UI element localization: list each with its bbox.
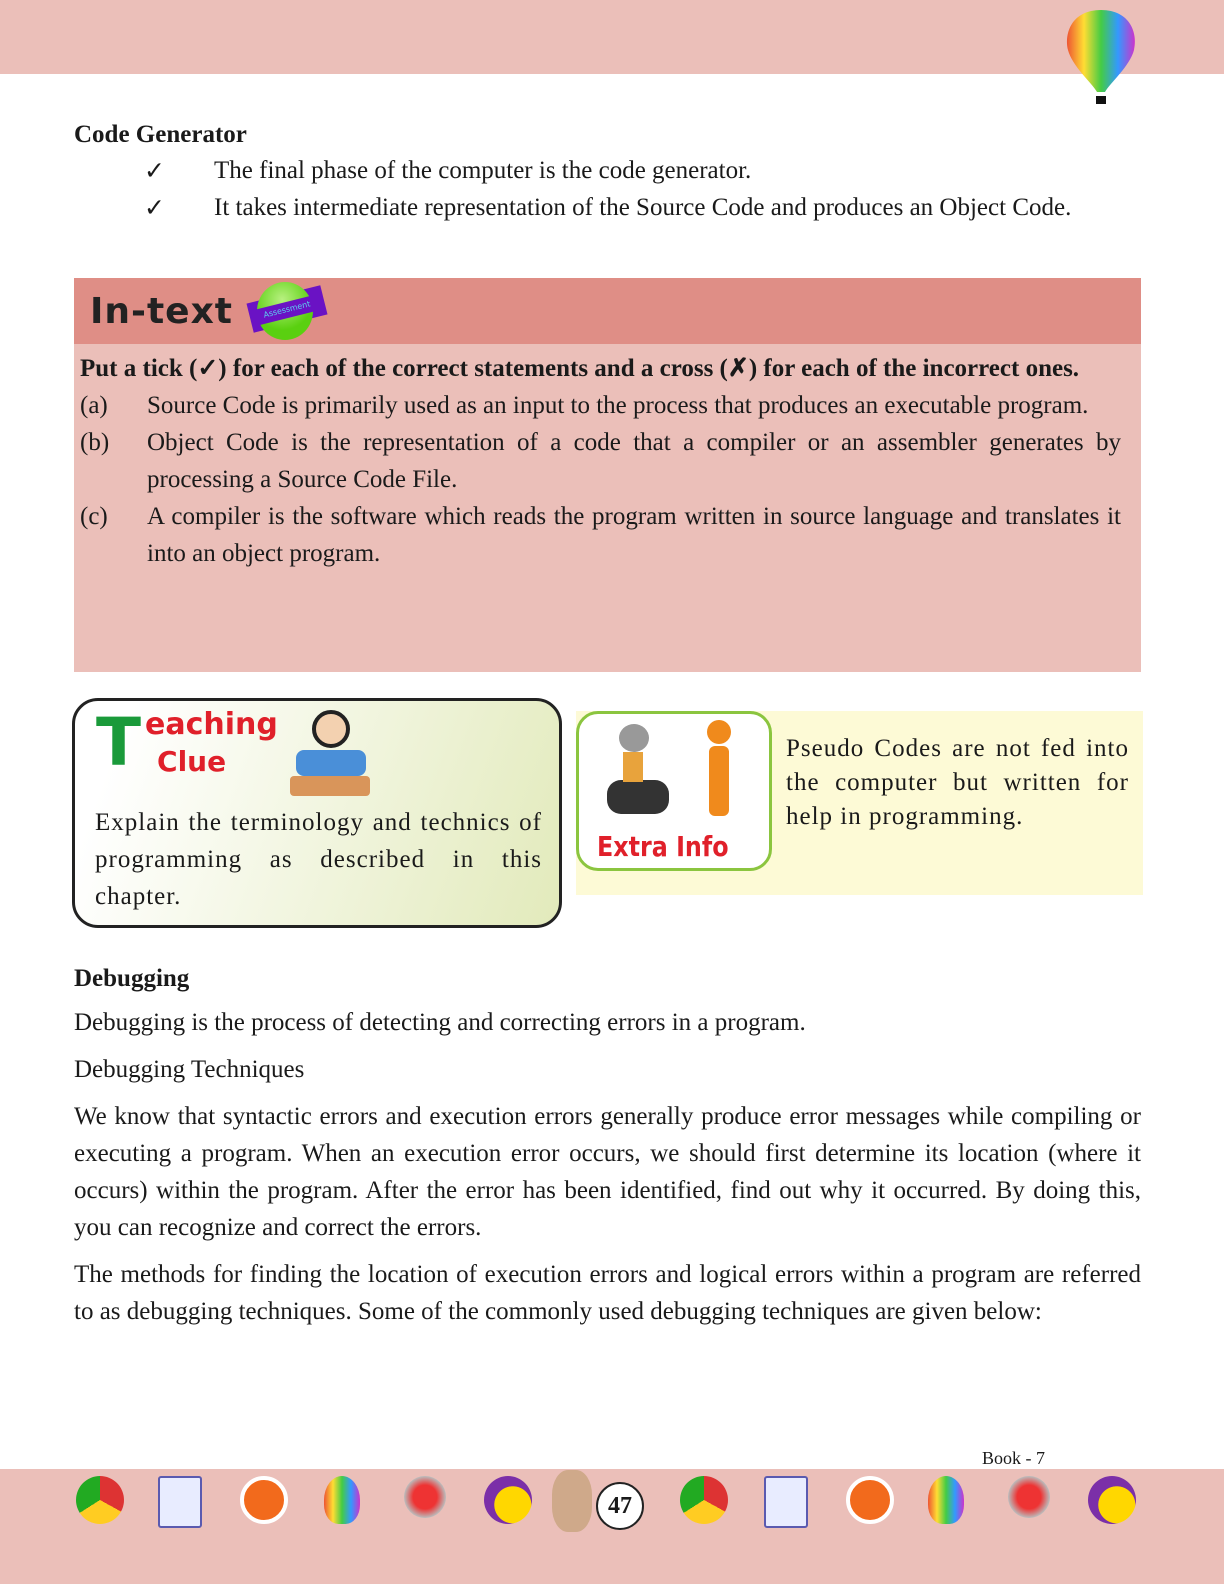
intext-question-box xyxy=(74,344,1141,672)
debugging-paragraph: The methods for finding the location of execution errors and logical errors within a program are referred to as debugging techniques. Some of the commonly used debugging techniques are given below: xyxy=(74,1261,1141,1325)
teaching-clue-text: Explain the terminology and technics of programming as described in this chapter. xyxy=(95,809,542,910)
item-label: (a) xyxy=(80,392,108,419)
teaching-clue-initial: T xyxy=(96,704,142,781)
assessment-label: Assessment xyxy=(250,294,324,327)
assessment-badge xyxy=(243,280,329,342)
item-text: Object Code is the representation of a code that a compiler or an assembler generates by processing a Source Code File. xyxy=(147,429,1121,493)
debugging-paragraph: We know that syntactic errors and execution errors generally produce error messages while compiling or executing a program. When an execution error occurs, we should first determine its location (where it occurs) within the program. After the error has been identified, find out why it occurred. By doing this, you can recognize and correct the errors. xyxy=(74,1103,1141,1241)
figure-illustration xyxy=(701,720,737,820)
extra-info-text: Pseudo Codes are not fed into the computer but written for help in programming. xyxy=(786,735,1129,830)
teaching-clue-title-group xyxy=(96,706,278,780)
word-icon xyxy=(764,1476,808,1528)
item-label: (c) xyxy=(80,503,108,530)
item-text: Source Code is primarily used as an input to the process that produces an executable program. xyxy=(147,392,1089,419)
robot-illustration xyxy=(601,724,671,820)
teaching-clue-title-line2: Clue xyxy=(157,745,227,778)
code-generator-section xyxy=(74,118,1141,226)
page-number: 47 xyxy=(596,1482,644,1530)
bullet-text: The final phase of the computer is the code generator. xyxy=(214,157,752,184)
check-icon: ✓ xyxy=(144,156,165,185)
code-generator-heading: Code Generator xyxy=(74,121,247,148)
fire-icon xyxy=(1008,1476,1050,1518)
bullet-text: It takes intermediate representation of the Source Code and produces an Object Code. xyxy=(214,194,1072,221)
intext-title: In-text xyxy=(90,290,234,332)
question-item xyxy=(80,424,1121,498)
book-label: Book - 7 xyxy=(982,1448,1045,1468)
fire-icon xyxy=(404,1476,446,1518)
debugging-heading: Debugging xyxy=(74,965,190,992)
bullet-item xyxy=(144,189,1141,226)
header-band xyxy=(0,0,1224,74)
toolbox-icon xyxy=(846,1476,894,1524)
chrome-icon xyxy=(680,1476,728,1524)
balloon-icon xyxy=(928,1476,964,1524)
debugging-subheading: Debugging Techniques xyxy=(74,1056,305,1083)
hot-air-balloon-icon xyxy=(1062,8,1140,108)
question-item xyxy=(80,387,1121,424)
chrome-icon xyxy=(76,1476,124,1524)
question-item xyxy=(80,498,1121,572)
yahoo-messenger-icon xyxy=(1088,1476,1136,1524)
item-label: (b) xyxy=(80,429,110,456)
item-text: A compiler is the software which reads the program written in source language and translates it into an object program. xyxy=(147,503,1121,567)
extra-info-label: Extra Info xyxy=(597,830,729,863)
teaching-clue-title: eaching xyxy=(145,707,278,742)
mouse-mascot-icon xyxy=(552,1470,592,1532)
debugging-definition: Debugging is the process of detecting and correcting errors in a program. xyxy=(74,1009,806,1036)
toolbox-icon xyxy=(240,1476,288,1524)
check-icon: ✓ xyxy=(144,193,165,222)
balloon-icon xyxy=(324,1476,360,1524)
yahoo-messenger-icon xyxy=(484,1476,532,1524)
intext-instruction: Put a tick (✓) for each of the correct statements and a cross (✗) for each of the incorrect ones. xyxy=(80,355,1080,382)
word-icon xyxy=(158,1476,202,1528)
debugging-section xyxy=(74,962,1141,1330)
girl-reading-illustration xyxy=(290,706,370,798)
intext-header xyxy=(74,278,1141,344)
bullet-item xyxy=(144,152,1141,189)
